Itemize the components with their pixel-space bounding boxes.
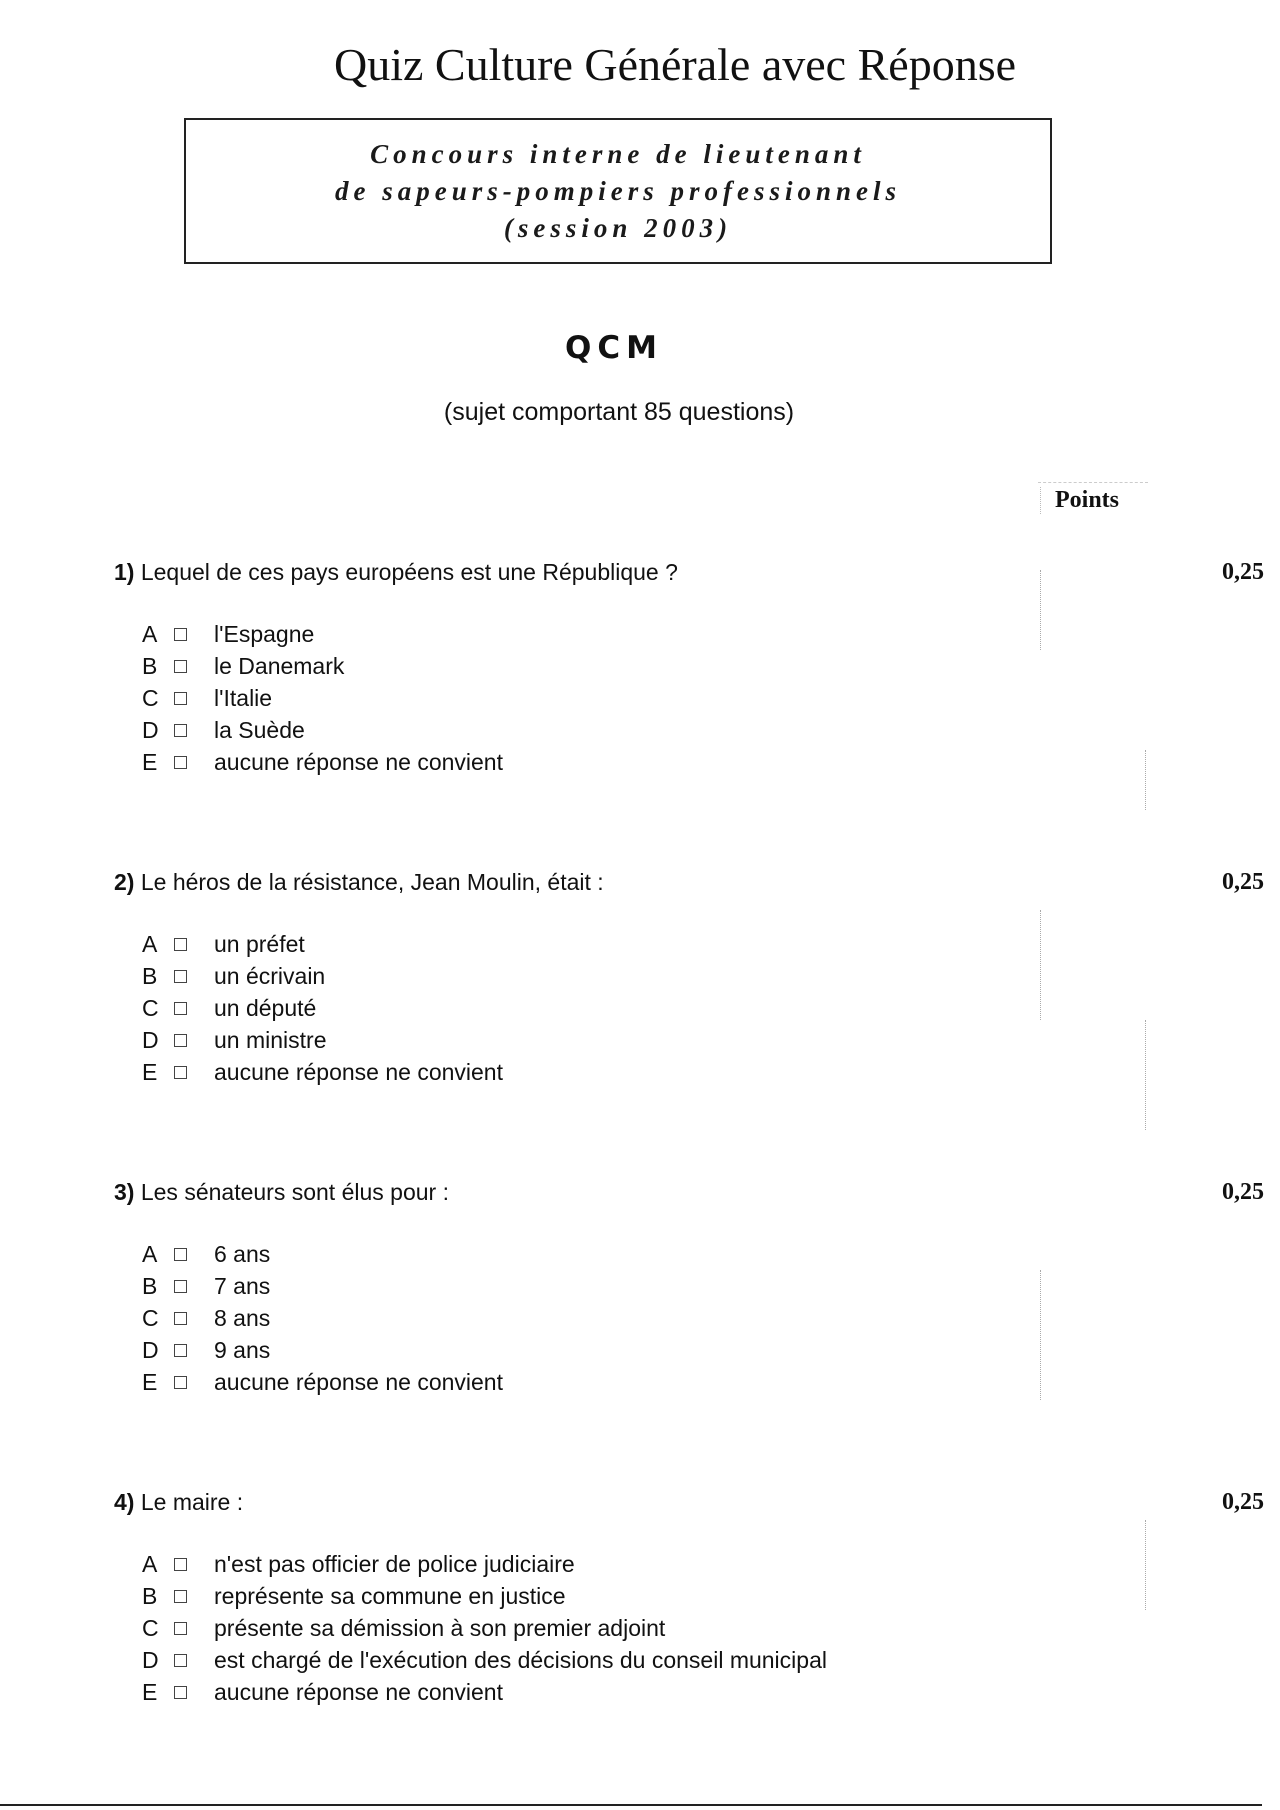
question-number: 3) [114,1179,135,1205]
question-2 [114,866,1264,1088]
option-c[interactable] [142,1612,1234,1644]
checkbox-icon[interactable] [174,756,187,769]
checkbox-icon[interactable] [174,1558,187,1571]
option-c[interactable] [142,992,1234,1024]
option-d[interactable] [142,1644,1234,1676]
bottom-rule [0,1804,1262,1806]
option-text: présente sa démission à son premier adjoint [214,1615,666,1641]
option-letter: A [142,1551,158,1577]
option-letter: D [142,717,159,743]
question-number: 1) [114,559,135,585]
option-letter: B [142,1583,158,1609]
option-text: 8 ans [214,1305,271,1331]
option-letter: C [142,685,159,711]
option-text: un écrivain [214,963,326,989]
exam-header-box [184,118,1052,264]
question-label: Le maire : [140,1489,244,1515]
option-b[interactable] [142,1270,1234,1302]
checkbox-icon[interactable] [174,1280,187,1293]
option-letter: B [142,1273,158,1299]
checkbox-icon[interactable] [174,1034,187,1047]
question-3-points: 0,25 [1222,1179,1264,1205]
page-title: Quiz Culture Générale avec Réponse [333,39,1017,90]
option-e[interactable] [142,1676,1234,1708]
checkbox-icon[interactable] [174,1002,187,1015]
checkbox-icon[interactable] [174,1622,187,1635]
question-4-options [142,1548,1234,1708]
checkbox-icon[interactable] [174,1376,187,1389]
points-column-header: Points [1040,487,1133,514]
option-letter: E [142,749,158,775]
question-4-points: 0,25 [1222,1489,1264,1515]
checkbox-icon[interactable] [174,692,187,705]
option-text: un préfet [214,931,305,957]
question-1 [114,556,1264,778]
header-line-3: (session 2003) [503,212,733,243]
checkbox-icon[interactable] [174,1312,187,1325]
option-letter: C [142,1305,159,1331]
checkbox-icon[interactable] [174,628,187,641]
option-text: la Suède [214,717,305,743]
option-text: 9 ans [214,1337,271,1363]
option-a[interactable] [142,618,1234,650]
scan-guide-line [1040,910,1041,1020]
option-b[interactable] [142,960,1234,992]
option-letter: D [142,1027,159,1053]
option-d[interactable] [142,1024,1234,1056]
option-letter: B [142,653,158,679]
checkbox-icon[interactable] [174,1654,187,1667]
option-text: un ministre [214,1027,327,1053]
checkbox-icon[interactable] [174,1590,187,1603]
checkbox-icon[interactable] [174,1066,187,1079]
scan-guide-line [1040,1270,1041,1400]
option-text: aucune réponse ne convient [214,1369,503,1395]
option-text: est chargé de l'exécution des décisions du conseil municipal [214,1647,827,1673]
checkbox-icon[interactable] [174,1344,187,1357]
option-a[interactable] [142,1548,1234,1580]
option-letter: A [142,931,158,957]
option-letter: E [142,1679,158,1705]
checkbox-icon[interactable] [174,1686,187,1699]
option-d[interactable] [142,1334,1234,1366]
question-1-points: 0,25 [1222,559,1264,585]
question-2-options [142,928,1234,1088]
option-text: un député [214,995,317,1021]
scan-guide-line [1145,750,1146,810]
question-number: 2) [114,869,135,895]
option-c[interactable] [142,1302,1234,1334]
checkbox-icon[interactable] [174,724,187,737]
checkbox-icon[interactable] [174,660,187,673]
option-letter: C [142,995,159,1021]
scan-guide-line [1040,570,1041,650]
option-letter: A [142,1241,158,1267]
question-1-options [142,618,1234,778]
option-text: l'Italie [214,685,273,711]
header-line-1: Concours interne de lieutenant [370,138,866,169]
option-letter: E [142,1059,158,1085]
scan-guide-line [1145,1020,1146,1130]
option-letter: C [142,1615,159,1641]
option-a[interactable] [142,928,1234,960]
option-e[interactable] [142,746,1234,778]
option-a[interactable] [142,1238,1234,1270]
option-letter: E [142,1369,158,1395]
subtitle: (sujet comportant 85 questions) [443,398,795,426]
option-text: aucune réponse ne convient [214,749,503,775]
points-column-top-rule [1038,482,1148,483]
question-3-options [142,1238,1234,1398]
option-e[interactable] [142,1056,1234,1088]
option-text: 6 ans [214,1241,271,1267]
option-b[interactable] [142,1580,1234,1612]
option-letter: D [142,1337,159,1363]
option-text: aucune réponse ne convient [214,1059,503,1085]
question-label: Lequel de ces pays européens est une République ? [140,559,678,585]
option-c[interactable] [142,682,1234,714]
option-text: 7 ans [214,1273,271,1299]
option-letter: D [142,1647,159,1673]
option-d[interactable] [142,714,1234,746]
question-3 [114,1176,1264,1398]
qcm-heading: QCM [565,330,663,366]
checkbox-icon[interactable] [174,970,187,983]
option-text: représente sa commune en justice [214,1583,566,1609]
question-label: Le héros de la résistance, Jean Moulin, était : [140,869,604,895]
scan-guide-line [1145,1520,1146,1610]
question-label: Les sénateurs sont élus pour : [140,1179,449,1205]
option-text: n'est pas officier de police judiciaire [214,1551,575,1577]
checkbox-icon[interactable] [174,1248,187,1261]
question-4 [114,1486,1264,1708]
option-letter: B [142,963,158,989]
question-2-points: 0,25 [1222,869,1264,895]
option-e[interactable] [142,1366,1234,1398]
option-b[interactable] [142,650,1234,682]
header-line-2: de sapeurs-pompiers professionnels [334,175,902,206]
question-number: 4) [114,1489,135,1515]
option-text: le Danemark [214,653,345,679]
option-text: aucune réponse ne convient [214,1679,503,1705]
option-letter: A [142,621,158,647]
checkbox-icon[interactable] [174,938,187,951]
option-text: l'Espagne [214,621,315,647]
